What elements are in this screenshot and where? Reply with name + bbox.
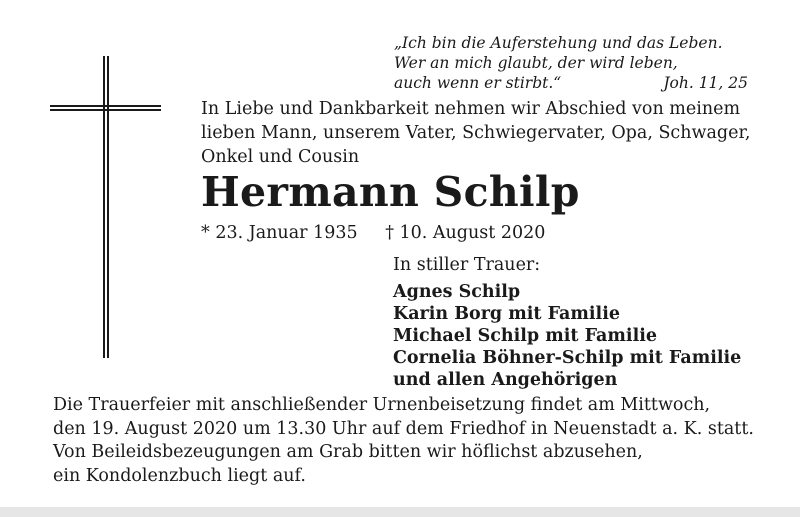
intro-text: [201, 97, 761, 169]
mourners-block: [393, 254, 741, 391]
mourning-label: In stiller Trauer:: [393, 255, 541, 275]
quote-line: „Ich bin die Auferstehung und das Leben.: [394, 34, 723, 52]
funeral-details: [53, 394, 773, 488]
quote-reference: Joh. 11, 25: [663, 74, 748, 92]
mourner-name: Karin Borg mit Familie: [393, 304, 620, 324]
quote-line: auch wenn er stirbt.“: [394, 74, 562, 92]
cross-icon: [50, 56, 166, 358]
mourner-name: Michael Schilp mit Familie: [393, 326, 657, 346]
life-dates: [201, 223, 545, 243]
intro-line: lieben Mann, unserem Vater, Schwiegervater, Opa, Schwager,: [201, 123, 751, 143]
quote-line: Wer an mich glaubt, der wird leben,: [394, 54, 678, 72]
footer-line: ein Kondolenzbuch liegt auf.: [53, 465, 306, 486]
intro-line: Onkel und Cousin: [201, 147, 360, 167]
deceased-name: Hermann Schilp: [201, 168, 580, 216]
mourner-name: Cornelia Böhner-Schilp mit Familie: [393, 348, 742, 368]
mourner-name: und allen Angehörigen: [393, 370, 618, 390]
bible-quote: [394, 33, 754, 93]
footer-line: Von Beileidsbezeugungen am Grab bitten wir höflichst abzusehen,: [53, 442, 643, 462]
birth-date: * 23. Januar 1935: [201, 223, 358, 243]
footer-line: Die Trauerfeier mit anschließender Urnenbeisetzung findet am Mittwoch,: [53, 395, 711, 415]
footer-line: den 19. August 2020 um 13.30 Uhr auf dem Friedhof in Neuenstadt a. K. statt.: [53, 418, 754, 439]
mourner-name: Agnes Schilp: [393, 282, 521, 302]
death-date: † 10. August 2020: [385, 223, 546, 243]
intro-line: In Liebe und Dankbarkeit nehmen wir Abschied von meinem: [201, 99, 741, 119]
